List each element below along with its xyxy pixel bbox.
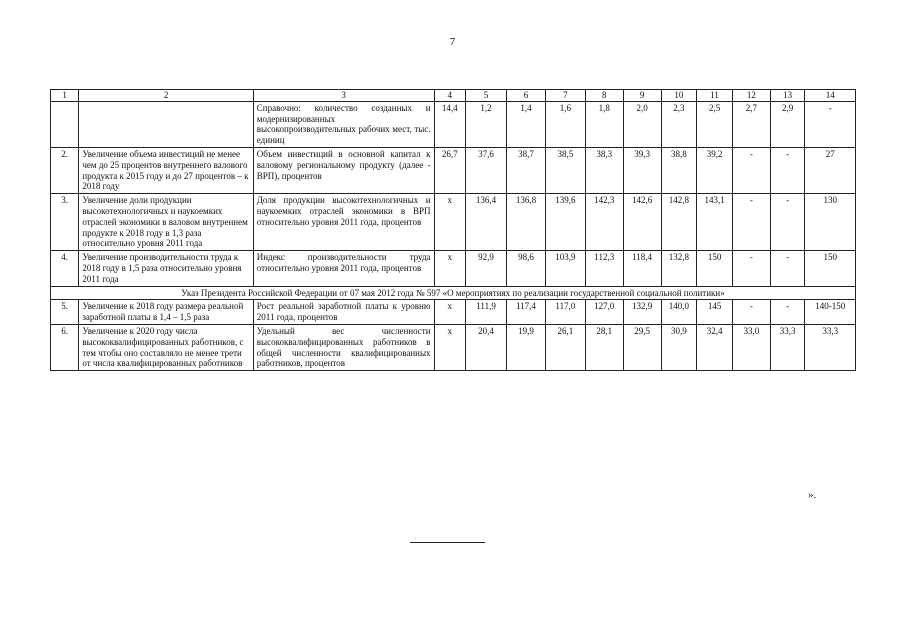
value-cell: 33,3 bbox=[805, 324, 856, 370]
value-cell: x bbox=[434, 300, 466, 325]
value-cell: 38,8 bbox=[661, 147, 697, 193]
decree-row bbox=[51, 286, 856, 300]
value-cell: 27 bbox=[805, 147, 856, 193]
value-cell: 132,9 bbox=[623, 300, 661, 325]
row-number-cell bbox=[51, 101, 79, 147]
table-row bbox=[51, 251, 856, 286]
value-cell: 139,6 bbox=[545, 194, 585, 251]
row-number-cell: 5. bbox=[51, 300, 79, 325]
value-cell: 14,4 bbox=[434, 101, 466, 147]
value-cell: x bbox=[434, 251, 466, 286]
row-number-cell: 6. bbox=[51, 324, 79, 370]
indicators-table bbox=[50, 89, 856, 371]
value-cell: 2,9 bbox=[770, 101, 805, 147]
goal-cell: Увеличение доли продукции высокотехнологичных и наукоемких отраслей экономики в валовом внутреннем продукте к 2018 году в 1,3 раза относительно уровня 2011 года bbox=[79, 194, 253, 251]
value-cell: 38,7 bbox=[507, 147, 546, 193]
column-number-cell: 4 bbox=[434, 90, 466, 102]
column-number-cell: 5 bbox=[466, 90, 507, 102]
value-cell: 150 bbox=[697, 251, 733, 286]
separator-line bbox=[410, 542, 485, 543]
value-cell: 1,8 bbox=[585, 101, 623, 147]
value-cell: 20,4 bbox=[466, 324, 507, 370]
value-cell: 150 bbox=[805, 251, 856, 286]
column-number-row bbox=[51, 90, 856, 102]
column-number-cell: 7 bbox=[545, 90, 585, 102]
column-number-cell: 3 bbox=[253, 90, 434, 102]
indicator-cell: Доля продукции высокотехнологичных и наукоемких отраслей экономики в ВРП относительно уровня 2011 года, процентов bbox=[253, 194, 434, 251]
value-cell: 117,0 bbox=[545, 300, 585, 325]
value-cell: 127,0 bbox=[585, 300, 623, 325]
value-cell: - bbox=[770, 251, 805, 286]
table-row bbox=[51, 147, 856, 193]
value-cell: - bbox=[805, 101, 856, 147]
value-cell: 92,9 bbox=[466, 251, 507, 286]
table-row bbox=[51, 194, 856, 251]
value-cell: - bbox=[732, 251, 770, 286]
value-cell: 2,0 bbox=[623, 101, 661, 147]
goal-cell: Увеличение производительности труда к 2018 году в 1,5 раза относительно уровня 2011 года bbox=[79, 251, 253, 286]
value-cell: 19,9 bbox=[507, 324, 546, 370]
value-cell: 1,2 bbox=[466, 101, 507, 147]
value-cell: - bbox=[770, 147, 805, 193]
column-number-cell: 8 bbox=[585, 90, 623, 102]
value-cell: 98,6 bbox=[507, 251, 546, 286]
value-cell: 142,6 bbox=[623, 194, 661, 251]
value-cell: 1,6 bbox=[545, 101, 585, 147]
value-cell: 136,4 bbox=[466, 194, 507, 251]
value-cell: 33,3 bbox=[770, 324, 805, 370]
table-row bbox=[51, 300, 856, 325]
value-cell: 32,4 bbox=[697, 324, 733, 370]
value-cell: 140-150 bbox=[805, 300, 856, 325]
value-cell: 38,3 bbox=[585, 147, 623, 193]
goal-cell: Увеличение объема инвестиций не менее чем до 25 процентов внутреннего валового продукта к 2015 году и до 27 процентов – к 2018 году bbox=[79, 147, 253, 193]
value-cell: 26,1 bbox=[545, 324, 585, 370]
column-number-cell: 12 bbox=[732, 90, 770, 102]
column-number-cell: 10 bbox=[661, 90, 697, 102]
page-number: 7 bbox=[449, 36, 456, 48]
column-number-cell: 11 bbox=[697, 90, 733, 102]
column-number-cell: 14 bbox=[805, 90, 856, 102]
value-cell: 33,0 bbox=[732, 324, 770, 370]
value-cell: 142,3 bbox=[585, 194, 623, 251]
value-cell: 117,4 bbox=[507, 300, 546, 325]
value-cell: 112,3 bbox=[585, 251, 623, 286]
goal-cell: Увеличение к 2018 году размера реальной заработной платы в 1,4 – 1,5 раза bbox=[79, 300, 253, 325]
column-number-cell: 1 bbox=[51, 90, 79, 102]
value-cell: 145 bbox=[697, 300, 733, 325]
value-cell: - bbox=[770, 194, 805, 251]
goal-cell bbox=[79, 101, 253, 147]
value-cell: 111,9 bbox=[466, 300, 507, 325]
value-cell: - bbox=[732, 147, 770, 193]
column-number-cell: 6 bbox=[507, 90, 546, 102]
indicator-cell: Объем инвестиций в основной капитал к валовому региональному продукту (далее - ВРП), процентов bbox=[253, 147, 434, 193]
indicator-cell: Удельный вес численности высококвалифицированных работников в общей численности квалифицированных работников, процентов bbox=[253, 324, 434, 370]
decree-title-cell: Указ Президента Российской Федерации от 07 мая 2012 года № 597 «О мероприятиях по реализации государственной социальной политики» bbox=[51, 286, 856, 300]
value-cell: 29,5 bbox=[623, 324, 661, 370]
indicator-cell: Индекс производительности труда относительно уровня 2011 года, процентов bbox=[253, 251, 434, 286]
value-cell: 38,5 bbox=[545, 147, 585, 193]
value-cell: 39,3 bbox=[623, 147, 661, 193]
value-cell: - bbox=[770, 300, 805, 325]
value-cell: 2,7 bbox=[732, 101, 770, 147]
value-cell: 132,8 bbox=[661, 251, 697, 286]
value-cell: 142,8 bbox=[661, 194, 697, 251]
value-cell: 28,1 bbox=[585, 324, 623, 370]
row-number-cell: 4. bbox=[51, 251, 79, 286]
value-cell: 118,4 bbox=[623, 251, 661, 286]
column-number-cell: 2 bbox=[79, 90, 253, 102]
value-cell: 103,9 bbox=[545, 251, 585, 286]
row-number-cell: 3. bbox=[51, 194, 79, 251]
value-cell: 2,5 bbox=[697, 101, 733, 147]
value-cell: x bbox=[434, 194, 466, 251]
value-cell: 2,3 bbox=[661, 101, 697, 147]
value-cell: 39,2 bbox=[697, 147, 733, 193]
value-cell: 140,0 bbox=[661, 300, 697, 325]
value-cell: 130 bbox=[805, 194, 856, 251]
value-cell: 1,4 bbox=[507, 101, 546, 147]
column-number-cell: 13 bbox=[770, 90, 805, 102]
closing-quote: ». bbox=[808, 489, 817, 501]
table-row bbox=[51, 324, 856, 370]
indicator-cell: Справочно: количество созданных и модернизированных высокопроизводительных рабочих мест, тыс. единиц bbox=[253, 101, 434, 147]
value-cell: x bbox=[434, 324, 466, 370]
value-cell: - bbox=[732, 194, 770, 251]
value-cell: 136,8 bbox=[507, 194, 546, 251]
column-number-cell: 9 bbox=[623, 90, 661, 102]
value-cell: 143,1 bbox=[697, 194, 733, 251]
goal-cell: Увеличение к 2020 году числа высококвалифицированных работников, с тем чтобы оно составляло не менее трети от числа квалифицированных работников bbox=[79, 324, 253, 370]
value-cell: - bbox=[732, 300, 770, 325]
value-cell: 37,6 bbox=[466, 147, 507, 193]
indicator-cell: Рост реальной заработной платы к уровню 2011 года, процентов bbox=[253, 300, 434, 325]
row-number-cell: 2. bbox=[51, 147, 79, 193]
value-cell: 30,9 bbox=[661, 324, 697, 370]
table-row bbox=[51, 101, 856, 147]
value-cell: 26,7 bbox=[434, 147, 466, 193]
